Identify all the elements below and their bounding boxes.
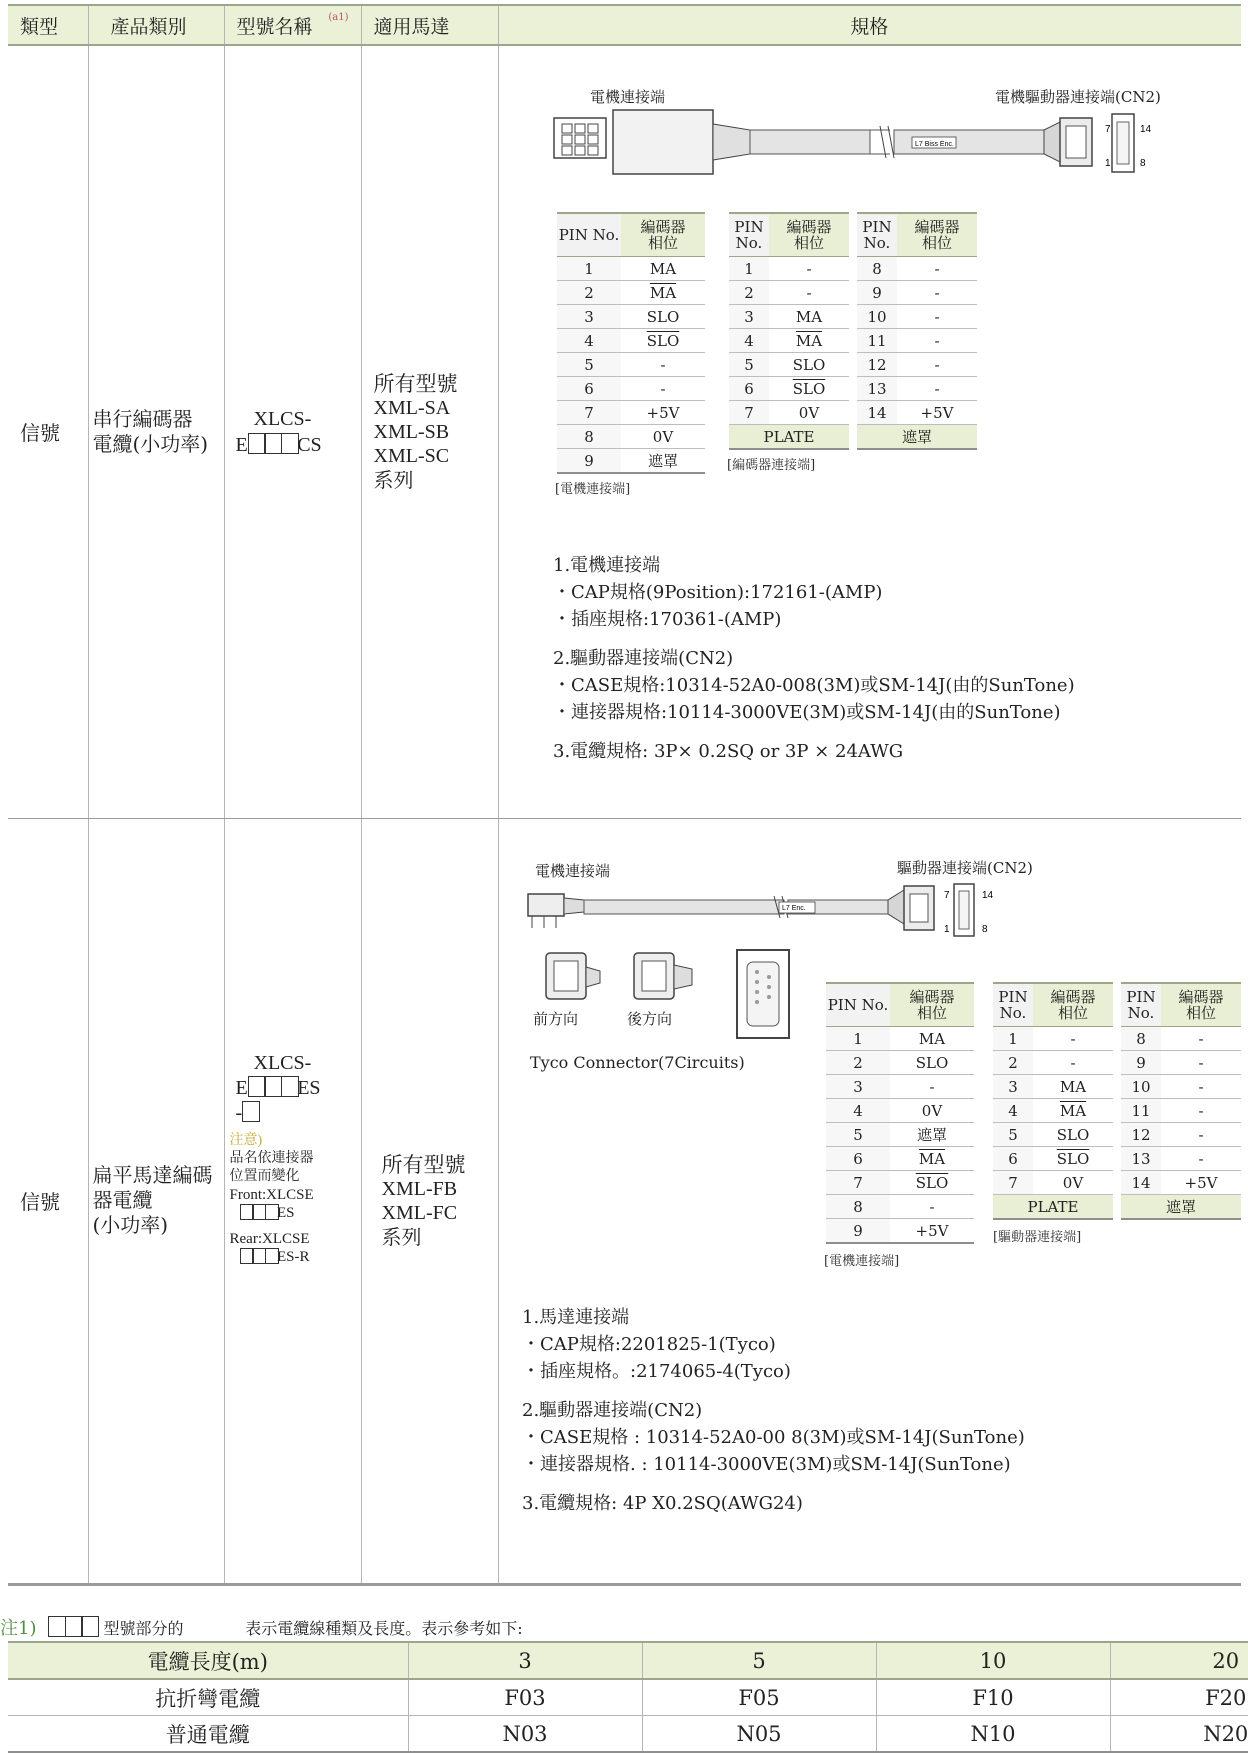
table-row — [993, 1027, 1113, 1051]
pin-number: 1 — [729, 257, 769, 281]
pin-footer: PLATE — [993, 1195, 1113, 1220]
length-cell: 抗折彎電纜 — [8, 1679, 408, 1716]
table-row — [557, 281, 705, 305]
row2-left-label: 電機連接端 — [535, 862, 611, 880]
row1-pin-table-enc-a — [729, 212, 849, 450]
table-row — [1121, 1099, 1241, 1123]
pin-footer: 遮罩 — [1121, 1195, 1241, 1220]
pin-number: 2 — [557, 281, 621, 305]
pin-phase: - — [769, 281, 849, 305]
table-row — [557, 425, 705, 449]
table-row — [993, 1099, 1113, 1123]
table-row — [729, 305, 849, 329]
table-row — [1121, 1027, 1241, 1051]
phase-header: 編碼器 相位 — [769, 213, 849, 257]
row1-motor: 所有型號 XML-SA XML-SB XML-SC 系列 — [361, 45, 498, 818]
cable-length-table — [8, 1641, 1248, 1753]
row2-model: XLCS- E ES - 注意) 品名依連接器 位置而變化 Front:XLCSE ES Rear:XLCSE ES-R — [224, 818, 361, 1584]
row2-pin-table-enc-b — [1121, 982, 1241, 1220]
row2-t3-body — [1121, 1027, 1241, 1220]
table-row — [557, 257, 705, 281]
row1-left-label: 電機連接端 — [590, 88, 666, 106]
table-row — [857, 305, 977, 329]
pin-number: 3 — [557, 305, 621, 329]
row2-pin-label: 1 — [944, 924, 950, 935]
table-row — [993, 1147, 1113, 1171]
table-row — [729, 329, 849, 353]
table-row — [729, 257, 849, 281]
length-header-row — [8, 1642, 1248, 1679]
placeholder-box — [81, 1616, 99, 1637]
pin-phase: 遮罩 — [621, 449, 705, 474]
length-cell: F10 — [876, 1679, 1110, 1716]
pin-phase: - — [897, 281, 977, 305]
placeholder-box — [264, 1076, 282, 1097]
table-row — [857, 401, 977, 425]
pin-no-header: PIN No. — [993, 983, 1033, 1027]
table-row — [857, 281, 977, 305]
pin-number: 4 — [557, 329, 621, 353]
pin-phase: SLO — [769, 353, 849, 377]
pin-number: 4 — [729, 329, 769, 353]
row2-pin-label: 8 — [982, 924, 988, 935]
row1-t1-body — [557, 257, 705, 474]
tyco-label: Tyco Connector(7Circuits) — [530, 1053, 745, 1072]
pin-phase: MA — [621, 257, 705, 281]
pin-phase: +5V — [621, 401, 705, 425]
pin-number: 1 — [557, 257, 621, 281]
length-cell: N03 — [408, 1716, 642, 1753]
table-row — [826, 1147, 974, 1171]
pin-phase: $\overline{SLO}$ — [769, 377, 849, 401]
pin-number: 3 — [729, 305, 769, 329]
pin-number: 12 — [857, 353, 897, 377]
row1-t2-body — [729, 257, 849, 450]
table-row — [557, 329, 705, 353]
pin-number: 9 — [857, 281, 897, 305]
row1-model: XLCS- E CS — [224, 45, 361, 818]
row1-pin-label: 8 — [1140, 158, 1146, 169]
row1-right-label: 電機驅動器連接端(CN2) — [995, 88, 1161, 106]
pin-number: 6 — [729, 377, 769, 401]
table-row — [729, 281, 849, 305]
table-row — [557, 449, 705, 474]
table-row — [993, 1171, 1113, 1195]
row1-cap-motor: [電機連接端] — [555, 482, 631, 497]
table-row — [993, 1051, 1113, 1075]
model-note-head: 注意) — [229, 1132, 263, 1148]
table-row — [557, 377, 705, 401]
table-row — [993, 1075, 1113, 1099]
length-header-cell: 3 — [408, 1642, 642, 1679]
length-header-cell: 20 — [1110, 1642, 1248, 1679]
header-motor: 適用馬達 — [361, 5, 498, 45]
pin-number: 13 — [857, 377, 897, 401]
pin-number: 1 — [826, 1027, 890, 1051]
row2-t2-body — [993, 1027, 1113, 1220]
row1-pin-label: 14 — [1140, 124, 1152, 135]
header-category: 產品類別 — [88, 5, 224, 45]
table-row — [826, 1123, 974, 1147]
pin-no-header: PIN No. — [857, 213, 897, 257]
pin-phase: $\overline{MA}$ — [1033, 1099, 1113, 1123]
pin-footer: PLATE — [729, 425, 849, 450]
table-row — [857, 377, 977, 401]
header-model-note: (a1) — [328, 12, 349, 23]
phase-header: 編碼器 相位 — [1033, 983, 1113, 1027]
pin-phase: $\overline{SLO}$ — [621, 329, 705, 353]
pin-phase: - — [897, 377, 977, 401]
row1-pin-table-enc-b — [857, 212, 977, 450]
pin-number: 13 — [1121, 1147, 1161, 1171]
pin-phase: - — [897, 305, 977, 329]
pin-no-header: PIN No. — [557, 213, 621, 257]
pin-number: 6 — [993, 1147, 1033, 1171]
pin-phase: $\overline{SLO}$ — [890, 1171, 974, 1195]
table-row — [729, 401, 849, 425]
pin-phase: 0V — [769, 401, 849, 425]
pin-number: 2 — [826, 1051, 890, 1075]
phase-header: 編碼器 相位 — [890, 983, 974, 1027]
length-header-cell: 電纜長度(m) — [8, 1642, 408, 1679]
pin-phase: - — [1161, 1123, 1241, 1147]
placeholder-box — [264, 433, 282, 454]
pin-number: 3 — [826, 1075, 890, 1099]
row1-pin-table-motor — [557, 212, 705, 474]
pin-phase: - — [1161, 1099, 1241, 1123]
row1-t3-body — [857, 257, 977, 450]
table-row — [1121, 1075, 1241, 1099]
pin-number: 2 — [993, 1051, 1033, 1075]
table-row — [826, 1171, 974, 1195]
tyco-connector-icon — [735, 948, 791, 1040]
pin-number: 6 — [557, 377, 621, 401]
pin-phase: - — [1033, 1027, 1113, 1051]
pin-phase: - — [621, 353, 705, 377]
pin-number: 10 — [857, 305, 897, 329]
table-row — [729, 377, 849, 401]
pin-phase: - — [1161, 1027, 1241, 1051]
table-row — [826, 1027, 974, 1051]
table-row — [826, 1195, 974, 1219]
pin-number: 8 — [1121, 1027, 1161, 1051]
pin-phase: SLO — [621, 305, 705, 329]
pin-number: 12 — [1121, 1123, 1161, 1147]
pin-phase: 0V — [890, 1099, 974, 1123]
row1-cap-enc: [編碼器連接端] — [727, 458, 816, 473]
connector-rear-icon — [630, 949, 696, 1007]
placeholder-box — [48, 1616, 66, 1637]
footnote-prefix: 注1) — [0, 1618, 37, 1639]
pin-number: 4 — [993, 1099, 1033, 1123]
pin-number: 3 — [993, 1075, 1033, 1099]
pin-phase: $\overline{MA}$ — [769, 329, 849, 353]
row1-type: 信號 — [8, 45, 88, 818]
length-cell: N20 — [1110, 1716, 1248, 1753]
table-row — [8, 1716, 1248, 1753]
pin-phase: - — [890, 1195, 974, 1219]
pin-phase: - — [1033, 1051, 1113, 1075]
pin-phase: - — [897, 353, 977, 377]
table-row — [729, 425, 849, 450]
pin-number: 10 — [1121, 1075, 1161, 1099]
row1-category: 串行編碼器 電纜(小功率) — [88, 45, 224, 818]
header-model: 型號名稱 (a1) — [224, 5, 361, 45]
pin-phase: - — [897, 257, 977, 281]
pin-number: 9 — [826, 1219, 890, 1244]
pin-number: 4 — [826, 1099, 890, 1123]
pin-number: 1 — [993, 1027, 1033, 1051]
table-row — [1121, 1123, 1241, 1147]
pin-phase: $\overline{SLO}$ — [1033, 1147, 1113, 1171]
pin-phase: - — [1161, 1051, 1241, 1075]
pin-phase: SLO — [890, 1051, 974, 1075]
pin-number: 2 — [729, 281, 769, 305]
header-type: 類型 — [8, 5, 88, 45]
length-cell: N10 — [876, 1716, 1110, 1753]
pin-phase: 遮罩 — [890, 1123, 974, 1147]
length-cell: F03 — [408, 1679, 642, 1716]
pin-phase: $\overline{MA}$ — [890, 1147, 974, 1171]
length-header-cell: 10 — [876, 1642, 1110, 1679]
pin-number: 7 — [557, 401, 621, 425]
row2-t1-body — [826, 1027, 974, 1244]
table-row — [857, 257, 977, 281]
row2-pin-table-motor — [826, 982, 974, 1244]
table-row — [557, 305, 705, 329]
pin-phase: MA — [769, 305, 849, 329]
table-row — [857, 353, 977, 377]
pin-number: 11 — [1121, 1099, 1161, 1123]
pin-number: 5 — [993, 1123, 1033, 1147]
pin-number: 14 — [1121, 1171, 1161, 1195]
pin-footer: 遮罩 — [857, 425, 977, 450]
pin-number: 6 — [826, 1147, 890, 1171]
pin-phase: +5V — [890, 1219, 974, 1244]
pin-number: 7 — [993, 1171, 1033, 1195]
pin-phase: - — [1161, 1147, 1241, 1171]
row2-cap-enc: [驅動器連接端] — [993, 1230, 1082, 1245]
length-cell: 普通電纜 — [8, 1716, 408, 1753]
row2-type: 信號 — [8, 818, 88, 1584]
pin-number: 9 — [557, 449, 621, 474]
pin-phase: $\overline{MA}$ — [621, 281, 705, 305]
pin-number: 14 — [857, 401, 897, 425]
placeholder-box — [65, 1616, 83, 1637]
row2-right-label: 驅動器連接端(CN2) — [897, 859, 1033, 877]
row1-pin-label: 7 — [1105, 124, 1111, 135]
placeholder-box — [248, 1076, 266, 1097]
placeholder-box — [242, 1101, 260, 1122]
table-row — [1121, 1051, 1241, 1075]
pin-no-header: PIN No. — [729, 213, 769, 257]
pin-no-header: PIN No. — [826, 983, 890, 1027]
phase-header: 編碼器 相位 — [897, 213, 977, 257]
pin-number: 5 — [729, 353, 769, 377]
table-row — [826, 1051, 974, 1075]
phase-header: 編碼器 相位 — [1161, 983, 1241, 1027]
row1-pin-label: 1 — [1105, 158, 1111, 169]
length-cell: N05 — [642, 1716, 876, 1753]
table-row — [557, 353, 705, 377]
row2-cable-diagram — [524, 876, 1020, 940]
rear-direction-label: 後方向 — [627, 1010, 673, 1028]
row2-category: 扁平馬達編碼 器電纜 (小功率) — [88, 818, 224, 1584]
row2-pin-label: 7 — [944, 890, 950, 901]
table-row — [993, 1123, 1113, 1147]
pin-number: 8 — [557, 425, 621, 449]
pin-phase: - — [890, 1075, 974, 1099]
pin-number: 7 — [729, 401, 769, 425]
pin-phase: +5V — [897, 401, 977, 425]
pin-number: 11 — [857, 329, 897, 353]
row2-pin-table-enc-a — [993, 982, 1113, 1220]
front-direction-label: 前方向 — [533, 1010, 579, 1028]
length-header-cell: 5 — [642, 1642, 876, 1679]
pin-no-header: PIN No. — [1121, 983, 1161, 1027]
table-row — [993, 1195, 1113, 1220]
pin-number: 5 — [557, 353, 621, 377]
table-row — [826, 1219, 974, 1244]
row2-specs: 1.馬達連接端 ・CAP規格:2201825-1(Tyco) ・插座規格。:2174065-4(Tyco) 2.驅動器連接端(CN2) ・CASE規格 : 10314-52A0-00 8(3M)或SM-14J(SunTone) ・連接器規格. : 10114-3000VE(3M)或SM-14J(SunTone) 3.電纜規格: 4P X0.2SQ(AWG24) — [522, 1307, 1025, 1514]
length-cell: F20 — [1110, 1679, 1248, 1716]
connector-front-icon — [542, 949, 604, 1007]
pin-phase: +5V — [1161, 1171, 1241, 1195]
pin-number: 8 — [857, 257, 897, 281]
pin-phase: - — [769, 257, 849, 281]
header-spec: 規格 — [498, 5, 1241, 45]
table-row — [1121, 1171, 1241, 1195]
table-row — [557, 401, 705, 425]
table-row — [826, 1099, 974, 1123]
pin-phase: - — [621, 377, 705, 401]
row2-pin-label: 14 — [982, 890, 994, 901]
table-row — [729, 353, 849, 377]
length-cell: F05 — [642, 1679, 876, 1716]
pin-number: 9 — [1121, 1051, 1161, 1075]
pin-phase: MA — [890, 1027, 974, 1051]
row1-cable-diagram — [550, 104, 1190, 184]
row1-cable-tag: L7 Biss Enc. — [915, 141, 954, 148]
row2-cap-motor: [電機連接端] — [824, 1254, 900, 1269]
row2-cable-tag: L7 Enc. — [782, 905, 806, 912]
phase-header: 編碼器 相位 — [621, 213, 705, 257]
pin-phase: 0V — [621, 425, 705, 449]
pin-phase: - — [897, 329, 977, 353]
pin-number: 5 — [826, 1123, 890, 1147]
table-row — [826, 1075, 974, 1099]
footnote: 注1) 型號部分的 表示電纜線種類及長度。表示參考如下: — [0, 1618, 523, 1639]
table-row — [857, 425, 977, 450]
pin-phase: 0V — [1033, 1171, 1113, 1195]
table-row — [1121, 1147, 1241, 1171]
pin-phase: MA — [1033, 1075, 1113, 1099]
pin-number: 8 — [826, 1195, 890, 1219]
table-row — [8, 1679, 1248, 1716]
table-row — [857, 329, 977, 353]
row2-motor: 所有型號 XML-FB XML-FC 系列 — [361, 818, 498, 1584]
table-row — [1121, 1195, 1241, 1220]
pin-phase: SLO — [1033, 1123, 1113, 1147]
pin-number: 7 — [826, 1171, 890, 1195]
row1-specs: 1.電機連接端 ・CAP規格(9Position):172161-(AMP) ・插座規格:170361-(AMP) 2.驅動器連接端(CN2) ・CASE規格:10314-52A0-008(3M)或SM-14J(由的SunTone) ・連接器規格:10114-3000VE(3M)或SM-14J(由的SunTone) 3.電纜規格: 3P× 0.2SQ or 3P × 24AWG — [553, 555, 1075, 762]
pin-phase: - — [1161, 1075, 1241, 1099]
placeholder-box — [248, 433, 266, 454]
